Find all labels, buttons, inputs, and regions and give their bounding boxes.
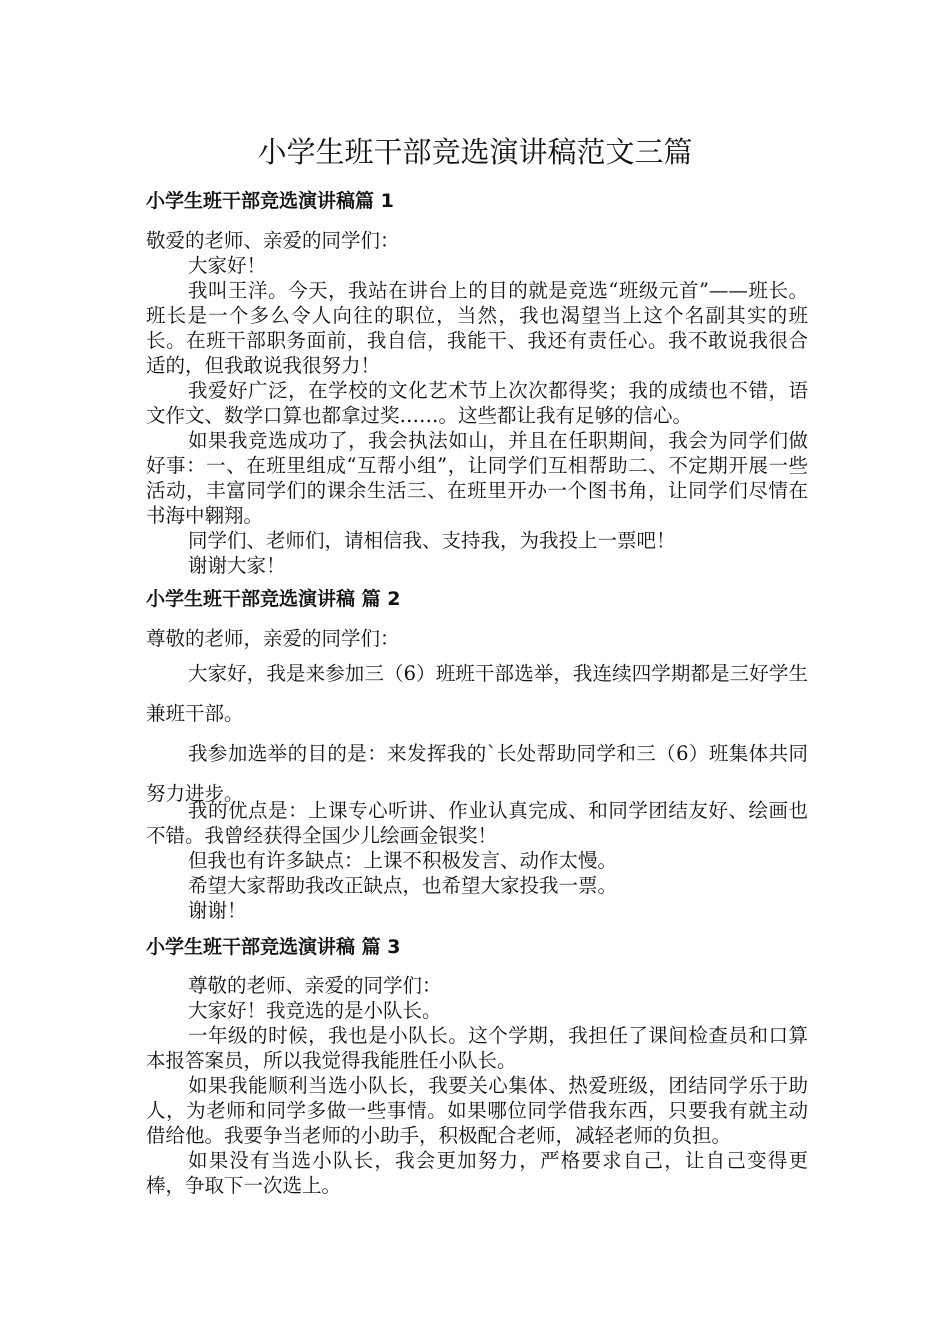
section-3-paragraph: 大家好！我竞选的是小队长。 <box>188 999 442 1022</box>
section-2-heading: 小学生班干部竞选演讲稿 篇 2 <box>146 588 401 610</box>
section-1-heading: 小学生班干部竞选演讲稿篇 1 <box>146 190 394 212</box>
section-1-closing: 谢谢大家！ <box>188 554 286 577</box>
section-2-body-loose <box>146 654 808 814</box>
section-2-paragraph: 希望大家帮助我改正缺点，也希望大家投我一票。 <box>188 874 618 897</box>
document-title: 小学生班干部竞选演讲稿范文三篇 <box>257 135 693 169</box>
section-2-body <box>146 798 808 923</box>
section-3-paragraph: 一年级的时候，我也是小队长。这个学期，我担任了课间检查员和口算本报答案员，所以我觉得我能胜任小队长。 <box>146 1024 808 1072</box>
section-3-body <box>146 973 808 1198</box>
section-2-paragraph: 大家好，我是来参加三（6）班班干部选举，我连续四学期都是三好学生兼班干部。 <box>146 662 808 725</box>
section-2-salutation-block <box>146 626 808 651</box>
section-2-paragraph: 我的优点是：上课专心听讲、作业认真完成、和同学团结友好、绘画也不错。我曾经获得全国少儿绘画金银奖！ <box>146 799 808 847</box>
section-1-paragraph: 我爱好广泛，在学校的文化艺术节上次次都得奖；我的成绩也不错，语文作文、数学口算也都拿过奖……。这些都让我有足够的信心。 <box>146 379 808 427</box>
section-3-salutation: 尊敬的老师、亲爱的同学们： <box>188 974 442 997</box>
section-1-paragraph: 同学们、老师们，请相信我、支持我，为我投上一票吧！ <box>188 529 676 552</box>
section-3-paragraph: 如果没有当选小队长，我会更加努力，严格要求自己，让自己变得更棒，争取下一次选上。 <box>146 1149 808 1197</box>
section-1-salutation: 敬爱的老师、亲爱的同学们： <box>146 229 400 252</box>
section-2-salutation: 尊敬的老师，亲爱的同学们： <box>146 627 400 650</box>
section-2-paragraph: 但我也有许多缺点：上课不积极发言、动作太慢。 <box>188 849 618 872</box>
section-3-heading: 小学生班干部竞选演讲稿 篇 3 <box>146 936 401 958</box>
section-1-paragraph: 如果我竞选成功了，我会执法如山，并且在任职期间，我会为同学们做好事：一、在班里组成“互帮小组”，让同学们互相帮助二、不定期开展一些活动，丰富同学们的课余生活三、在班里开办一个图书角，让同学们尽情在书海中翱翔。 <box>146 429 808 527</box>
section-2-paragraph: 我参加选举的目的是：来发挥我的`长处帮助同学和三（6）班集体共同努力进步。 <box>146 742 808 805</box>
section-1-paragraph: 我叫王洋。今天，我站在讲台上的目的就是竞选“班级元首”——班长。班长是一个多么令人向往的职位，当然，我也渴望当上这个名副其实的班长。在班干部职务面前，我自信，我能干、我还有责任心。我不敢说我很合适的，但我敢说我很努力！ <box>146 279 808 377</box>
section-1-paragraph: 大家好！ <box>188 254 267 277</box>
section-2-closing: 谢谢！ <box>188 899 247 922</box>
section-1-body <box>146 228 808 578</box>
section-3-paragraph: 如果我能顺利当选小队长，我要关心集体、热爱班级，团结同学乐于助人，为老师和同学多做一些事情。如果哪位同学借我东西，只要我有就主动借给他。我要争当老师的小助手，积极配合老师，减轻老师的负担。 <box>146 1074 808 1147</box>
